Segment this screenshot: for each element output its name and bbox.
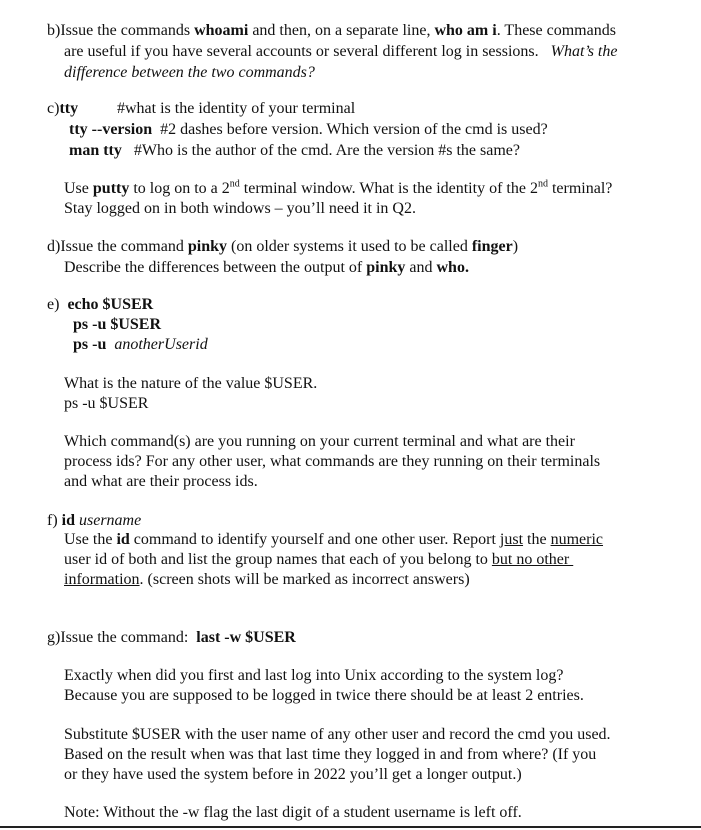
id-command: id xyxy=(61,512,75,529)
echo-user-command: echo $USER xyxy=(67,296,154,313)
ps-user-command: ps -u $USER xyxy=(73,316,162,333)
item-d-line-1: d)Issue the command pinky (on older systems it used to be called finger) xyxy=(47,238,519,255)
putty-term: putty xyxy=(92,180,130,197)
item-d-line-2: Describe the differences between the output of pinky and who. xyxy=(64,259,469,276)
item-e-question-5: and what are their process ids. xyxy=(64,473,258,490)
last-w-command: last -w $USER xyxy=(196,629,296,646)
whoami-command: whoami xyxy=(194,22,249,39)
item-b-marker: b) xyxy=(47,22,61,39)
item-c-marker: c) xyxy=(47,100,60,117)
item-c-putty-line-2: Stay logged on in both windows – you’ll need it in Q2. xyxy=(64,200,416,217)
item-f-marker: f) xyxy=(47,512,58,529)
tty-command: tty xyxy=(59,100,79,117)
item-c-comment-1: #what is the identity of your terminal xyxy=(117,100,356,117)
item-f-line-4: information. (screen shots will be marked as incorrect answers) xyxy=(64,571,470,588)
who-am-i-command: who am i xyxy=(434,22,497,39)
item-g-para-4: Based on the result when was that last time they logged in and from where? (If you xyxy=(64,746,597,763)
item-c-line-2: tty --version #2 dashes before version. Which version of the cmd is used? xyxy=(69,121,548,138)
item-f-line-1: f) id username xyxy=(47,512,142,529)
item-b-line-1: b)Issue the commands whoami and then, on a separate line, who am i. These commands xyxy=(47,22,616,39)
item-c-line-3: man tty #Who is the author of the cmd. Are the version #s the same? xyxy=(69,142,521,159)
item-e-line-2 xyxy=(73,315,161,334)
item-e-marker: e) xyxy=(47,296,60,313)
finger-command: finger xyxy=(471,238,513,255)
item-g-note: Note: Without the -w flag the last digit of a student username is left off. xyxy=(64,804,522,821)
item-g-para-2: Because you are supposed to be logged in twice there should be at least 2 entries. xyxy=(64,687,584,704)
man-tty-command: man tty xyxy=(69,142,122,159)
tty-version-command: tty --version xyxy=(69,121,153,138)
item-e-question-1: What is the nature of the value $USER. xyxy=(64,375,318,392)
item-e-question-3: Which command(s) are you running on your current terminal and what are their xyxy=(64,433,575,450)
item-g-para-5: or they have used the system before in 2022 you’ll get a longer output.) xyxy=(64,766,522,783)
item-e-line-1 xyxy=(47,295,153,314)
page-bottom-rule xyxy=(0,826,701,828)
item-g-para-3: Substitute $USER with the user name of any other user and record the cmd you used. xyxy=(64,726,611,743)
item-g-para-1: Exactly when did you first and last log into Unix according to the system log? xyxy=(64,667,564,684)
item-f-line-2: Use the id command to identify yourself and one other user. Report just the numeric xyxy=(64,531,604,548)
item-g-line-1: g)Issue the command: last -w $USER xyxy=(47,629,296,646)
item-c-putty-line-1: Use putty to log on to a 2nd terminal window. What is the identity of the 2nd terminal? xyxy=(64,178,613,197)
item-b-line-3: difference between the two commands? xyxy=(64,64,315,81)
item-e-question-2: ps -u $USER xyxy=(64,395,149,412)
pinky-command: pinky xyxy=(187,238,227,255)
item-d-marker: d) xyxy=(47,238,61,255)
item-e-question-4: process ids? For any other user, what commands are they running on their terminals xyxy=(64,453,601,470)
item-g-marker: g) xyxy=(47,629,61,646)
item-c-line-1 xyxy=(47,99,78,118)
item-f-line-3: user id of both and list the group names that each of you belong to but no other xyxy=(64,551,574,568)
item-e-line-3: ps -u anotherUserid xyxy=(73,336,208,353)
item-b-line-2: are useful if you have several accounts or several different log in sessions. What’s the xyxy=(64,43,618,60)
